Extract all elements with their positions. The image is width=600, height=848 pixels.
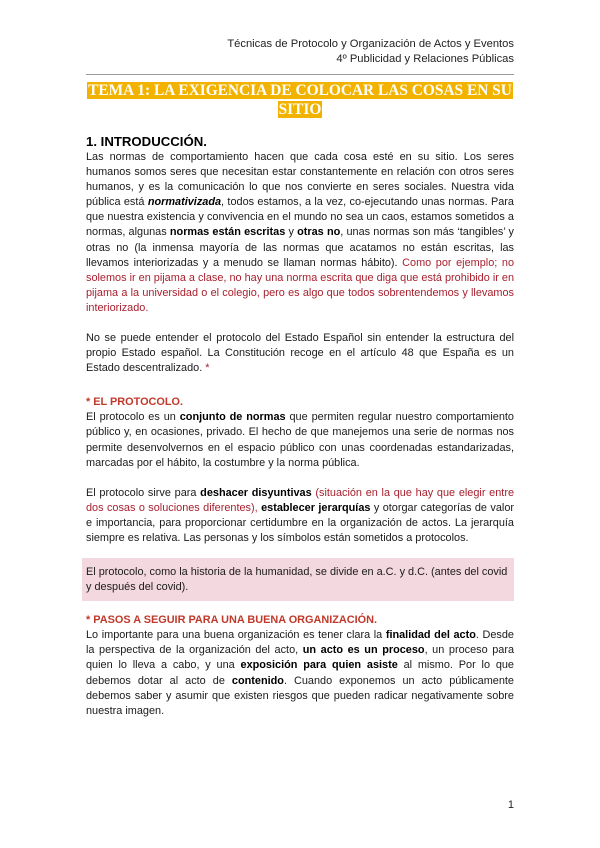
section-heading-introduccion: 1. INTRODUCCIÓN. [86, 134, 207, 149]
spacer [86, 376, 514, 395]
section-heading-protocolo: * EL PROTOCOLO. [86, 396, 184, 409]
text-run: que permiten regular nuestro comportamiento público y, en ocasiones, privado. El hecho de que manejemos una serie de normas nos permite desenvolvernos en el espacio público con unas coordenadas estandarizadas, marcadas por el hábito, la costumbre y la norma pública. [86, 411, 514, 469]
spacer [86, 471, 514, 486]
text-run: al mismo. Por lo que debemos dotar al acto de [86, 659, 514, 687]
emphasis-conjunto-normas: conjunto de normas [179, 411, 286, 424]
protocol-paragraph-2 [86, 486, 514, 546]
example-note: Como por ejemplo; no solemos ir en pijama a clase, no hay una norma escrita que diga que está prohibido ir en pijama a la universidad o el colegio, pero es algo que todos sobrentendemos y llevamos interiorizado. [86, 256, 515, 314]
intro-paragraph-2 [86, 331, 514, 376]
intro-paragraph-1 [86, 150, 514, 316]
emphasis-finalidad-acto: finalidad del acto [385, 629, 476, 642]
asterisk-mark: * [205, 362, 210, 375]
text-run: Lo importante para una buena organización es tener clara la [86, 629, 386, 642]
text-run: , unas normas son más ‘tangibles’ y otras no (la inmensa mayoría de las normas que acatamos no están escritas, las llevamos interiorizadas y a menudo se llaman normas hábito). [86, 226, 514, 269]
text-run: Las normas de comportamiento hacen que cada cosa esté en su sitio. Los seres humanos somos seres que necesitan estar constantemente en relación con otros seres humanos, y es la comunicación lo que nos convierte en seres sociales. Nuestra vida pública está [86, 151, 514, 209]
covid-callout-box [82, 558, 514, 601]
spacer [86, 601, 514, 613]
emphasis-acto-proceso: un acto es un proceso [302, 644, 425, 657]
emphasis-normas-escritas: normas están escritas [169, 226, 286, 239]
text-run: , todos estamos, a la vez, co-ejecutando unas normas. Para que nuestra existencia y convivencia en el mundo no sea un caos, estamos sometidos a normas, algunas [86, 196, 514, 239]
header-divider [86, 74, 514, 75]
page-header [227, 37, 514, 67]
text-run: El protocolo sirve para [86, 486, 201, 499]
text-run: . Cuando exponemos un acto públicamente debemos saber y asumir que existen riesgos que pueden radicar negativamente sobre nuestra imagen. [86, 674, 514, 717]
emphasis-exposicion: exposición para quien asiste [240, 659, 398, 672]
emphasis-contenido: contenido [231, 674, 284, 687]
page-number: 1 [507, 799, 514, 811]
steps-paragraph-1 [86, 628, 514, 719]
text-run: No se puede entender el protocolo del Estado Español sin entender la estructura del propio Estado español. La Constitución recoge en el artículo 48 que España es un Estado descentralizado. [86, 332, 514, 375]
emphasis-normativizada: normativizada [147, 196, 222, 209]
callout-text: El protocolo, como la historia de la humanidad, se divide en a.C. y d.C. (antes del covid y después del covid). [86, 566, 508, 594]
header-degree: 4º Publicidad y Relaciones Públicas [336, 53, 514, 65]
text-run: , un proceso para quien lo lleva a cabo, y una [86, 644, 515, 672]
text-run: y [285, 226, 298, 239]
header-course: Técnicas de Protocolo y Organización de Actos y Eventos [227, 38, 514, 50]
section-heading-pasos: * PASOS A SEGUIR PARA UNA BUENA ORGANIZACIÓN. [86, 614, 378, 627]
emphasis-otras-no: otras no [297, 226, 341, 239]
title-block [86, 81, 514, 119]
emphasis-deshacer-disyuntivas: deshacer disyuntivas [200, 486, 312, 499]
definition-note: (situación en la que hay que elegir entre dos cosas o soluciones diferentes), [86, 486, 514, 514]
spacer [86, 316, 514, 331]
text-run: . Desde la perspectiva de la organización del acto, [86, 629, 514, 657]
text-run: y otorgar categorías de valor e importancia, para proporcionar certidumbre en la organización de actos. La jerarquía siempre es relativa. Las personas y los símbolos están sometidos a protocolos. [86, 501, 515, 544]
text-run: El protocolo es un [86, 411, 180, 424]
spacer [86, 546, 514, 558]
document-body [86, 133, 514, 719]
emphasis-establecer-jerarquias: establecer jerarquías [261, 501, 371, 514]
document-title: TEMA 1: LA EXIGENCIA DE COLOCAR LAS COSAS EN SU SITIO [88, 82, 512, 118]
protocol-paragraph-1 [86, 410, 514, 470]
